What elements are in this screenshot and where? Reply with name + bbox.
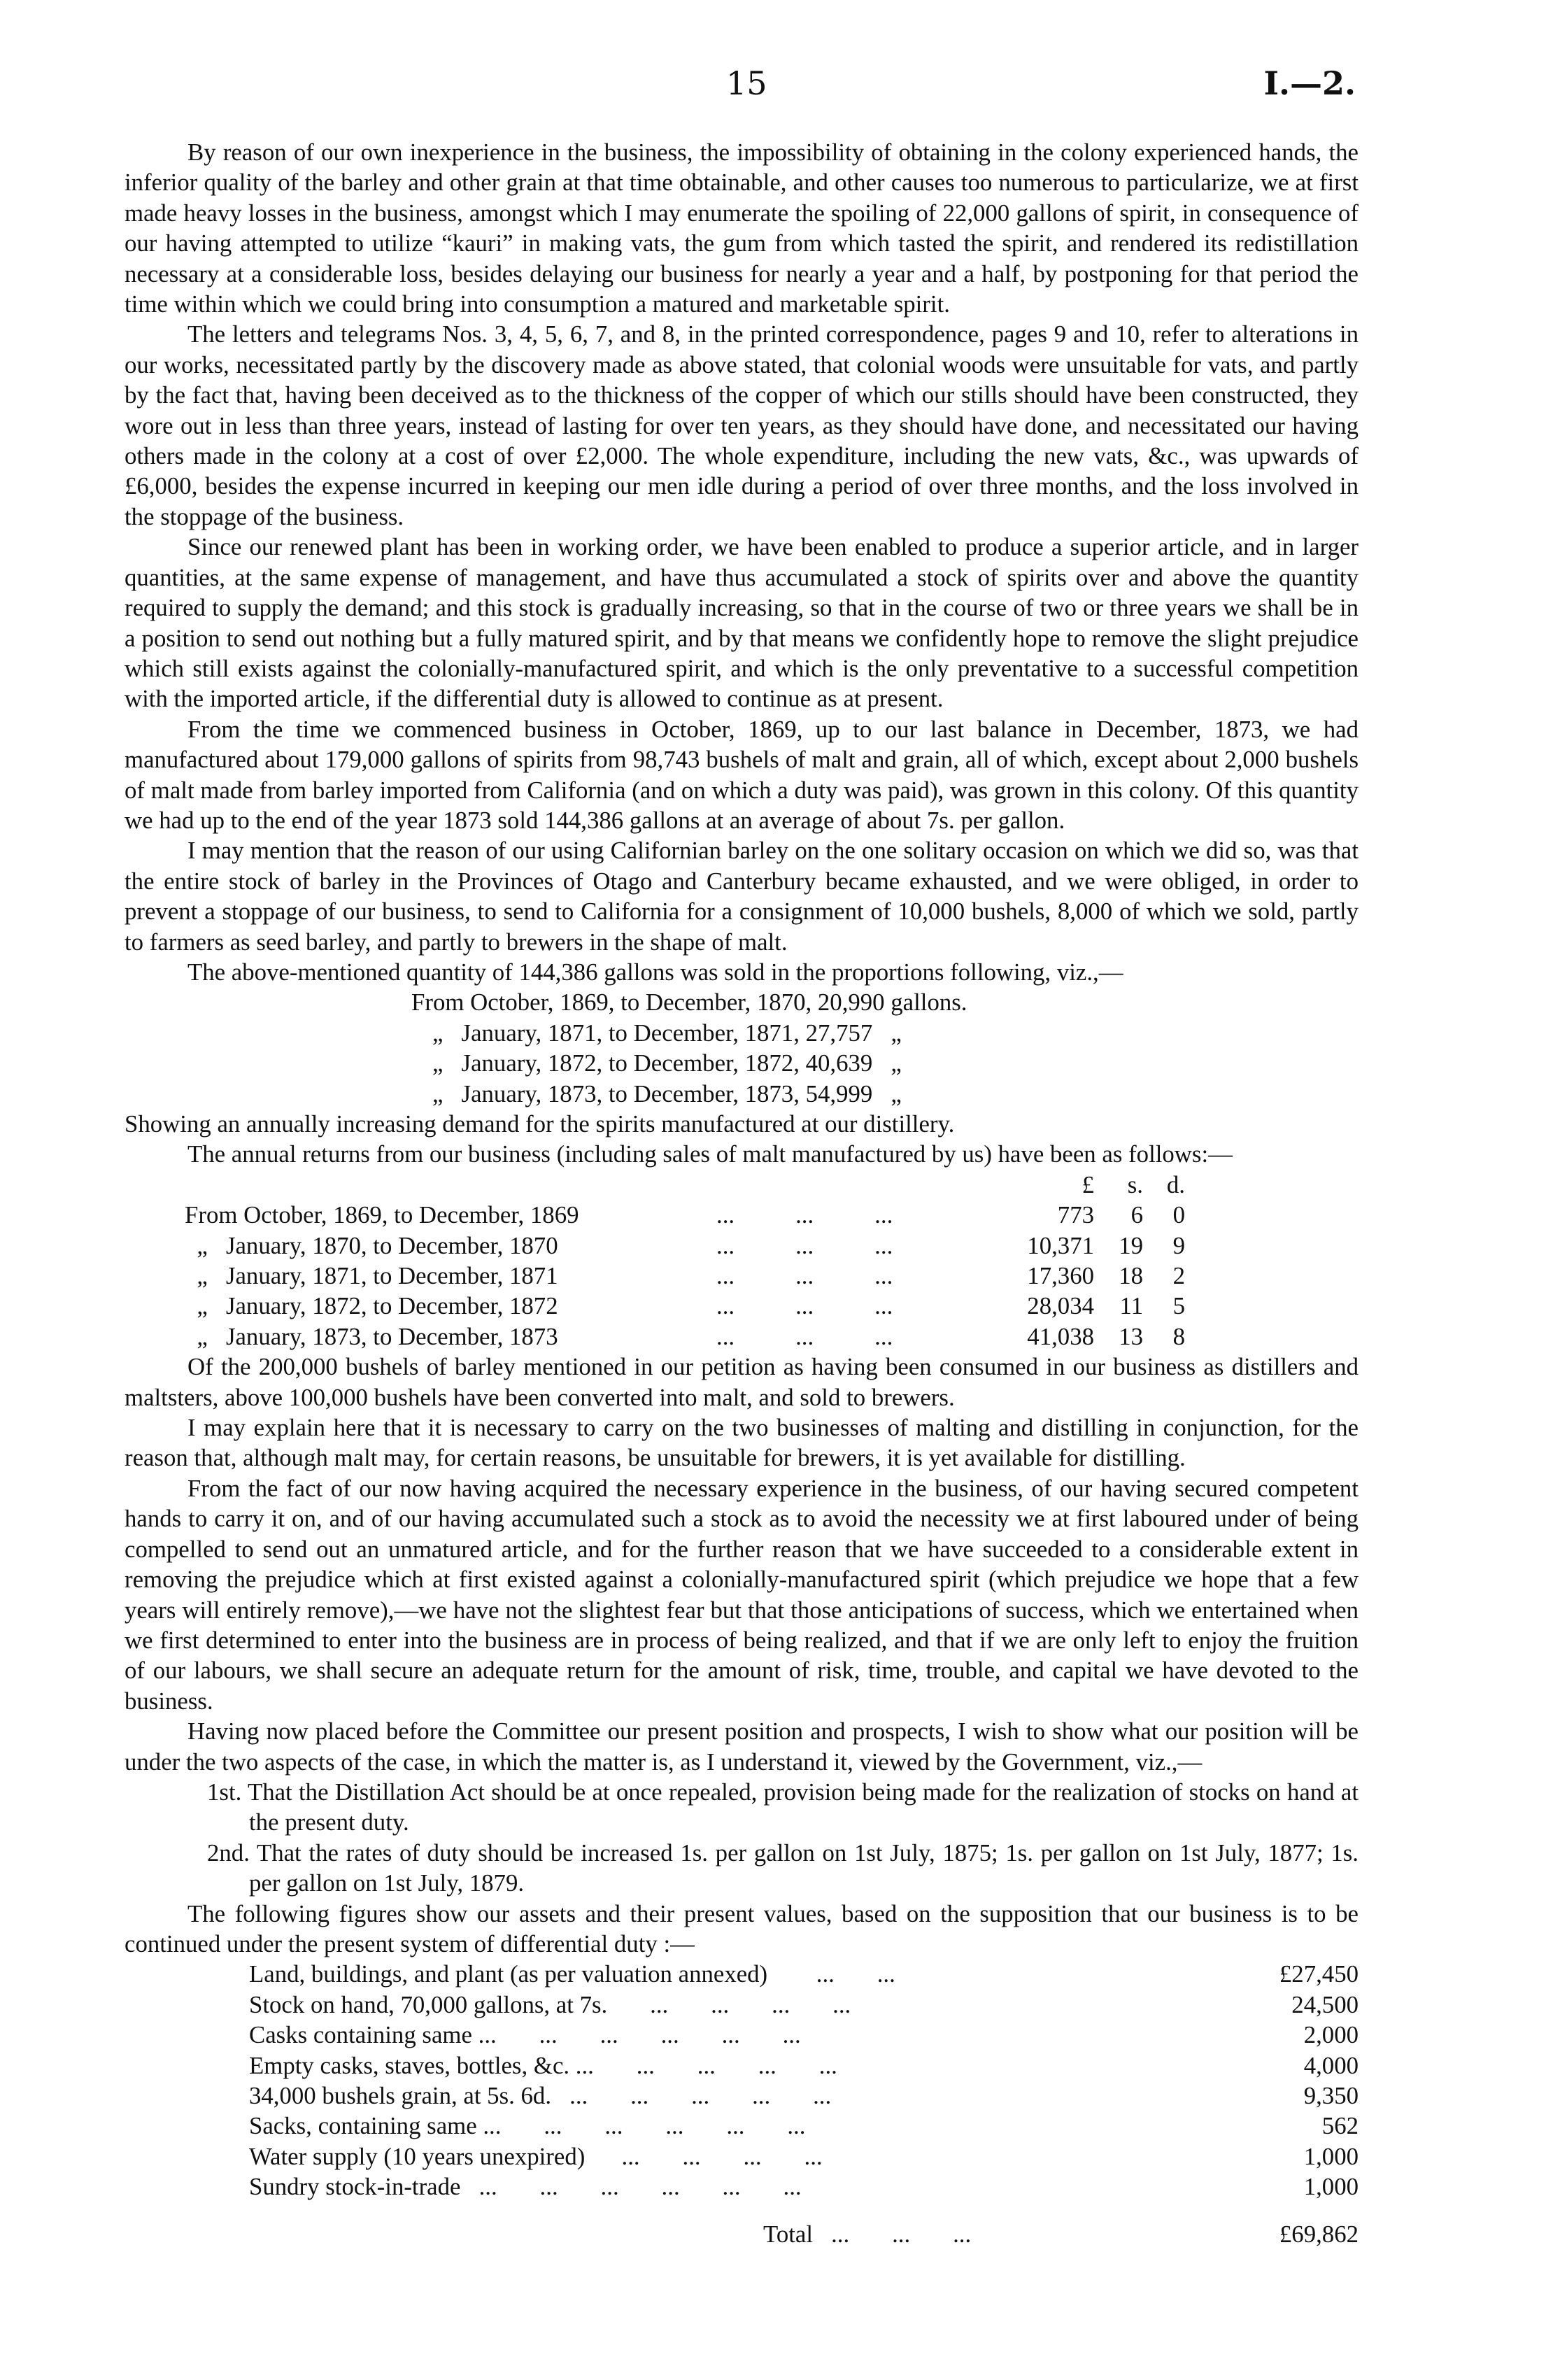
paragraph: The annual returns from our business (including sales of malt manufactured by us) have been as follows:— <box>187 1140 1233 1168</box>
asset-value: 4,000 <box>1303 2051 1359 2079</box>
table-row <box>249 2050 1359 2081</box>
asset-value: 1,000 <box>1303 2173 1359 2201</box>
period-cell: „ January, 1872, to December, 1872 <box>185 1292 558 1320</box>
asset-value: 2,000 <box>1303 2021 1359 2049</box>
asset-value: 562 <box>1321 2112 1359 2140</box>
asset-value: 24,500 <box>1291 1990 1359 2018</box>
pounds-cell: 17,360 <box>1027 1262 1094 1290</box>
period-cell: „ January, 1873, to December, 1873 <box>185 1322 558 1350</box>
proportion-line: „ January, 1871, to December, 1871, 27,757 „ <box>432 1019 902 1047</box>
period-cell: From October, 1869, to December, 1869 <box>185 1201 579 1229</box>
table-row <box>125 1322 1185 1352</box>
pence-header: d. <box>1166 1170 1185 1198</box>
leader-dots: ... ... ... <box>716 1292 893 1320</box>
shillings-cell: 13 <box>1119 1322 1143 1350</box>
paragraph: Having now placed before the Committee our present position and prospects, I wish to show what our position will be under the two aspects of the case, in which the matter is, as I understand it, viewed by the Government, viz.,— <box>125 1717 1359 1776</box>
asset-item: Land, buildings, and plant (as per valuation annexed) ... ... <box>249 1960 895 1988</box>
shillings-cell: 18 <box>1119 1262 1143 1290</box>
paragraph: By reason of our own inexperience in the business, the impossibility of obtaining in the colony experienced hands, the inferior quality of the barley and other grain at that time obtainable, and other causes too numerous to particularize, we at first made heavy losses in the business, amongst which I may enumerate the spoiling of 22,000 gallons of spirit, in consequence of our having attempted to utilize “kauri” in making vats, the gum from which tasted the spirit, and rendered its redistillation necessary at a considerable loss, besides delaying our business for nearly a year and a half, by postponing for that period the time within which we could bring into consumption a matured and marketable spirit. <box>125 139 1359 318</box>
table-row <box>249 2172 1359 2202</box>
paragraph: From the time we commenced business in October, 1869, up to our last balance in December, 1873, we had manufactured about 179,000 gallons of spirits from 98,743 bushels of malt and grain, all of which, except about 2,000 bushels of malt made from barley imported from California (and on which a duty was paid), was grown in this colony. Of this quantity we had up to the end of the year 1873 sold 144,386 gallons at an average of about 7s. per gallon. <box>125 715 1359 834</box>
pounds-cell: 773 <box>1057 1201 1094 1229</box>
asset-item: Casks containing same ... ... ... ... ... ... <box>249 2021 801 2049</box>
proportion-line: „ January, 1872, to December, 1872, 40,639 „ <box>432 1049 902 1077</box>
leader-dots: ... ... ... <box>716 1262 893 1290</box>
annual-returns-table <box>125 1170 1185 1352</box>
leader-dots: ... ... ... <box>716 1231 893 1259</box>
pounds-cell: 28,034 <box>1027 1292 1094 1320</box>
asset-item: Empty casks, staves, bottles, &c. ... ... ... ... ... <box>249 2051 837 2079</box>
paragraph: Since our renewed plant has been in working order, we have been enabled to produce a superior article, and in larger quantities, at the same expense of management, and have thus accumulated a stock of spirits over and above the quantity required to supply the demand; and this stock is gradually increasing, so that in the course of two or three years we shall be in a position to send out nothing but a fully matured spirit, and by that means we confidently hope to remove the slight prejudice which still exists against the colonially-manufactured spirit, and which is the only preventative to a successful competition with the imported article, if the differential duty is allowed to continue as at present. <box>125 533 1359 713</box>
returns-header-row <box>125 1170 1185 1200</box>
asset-item: Stock on hand, 70,000 gallons, at 7s. ... ... ... ... <box>249 1990 851 2018</box>
paragraph: The following figures show our assets and their present values, based on the supposition that our business is to be continued under the present system of differential duty :— <box>125 1899 1359 1957</box>
pence-cell: 9 <box>1172 1231 1185 1259</box>
pounds-header: £ <box>1082 1170 1094 1198</box>
document-reference: I.—2. <box>1263 64 1356 102</box>
shillings-cell: 19 <box>1119 1231 1143 1259</box>
pounds-cell: 41,038 <box>1027 1322 1094 1350</box>
total-row <box>249 2202 1359 2249</box>
paragraph: I may explain here that it is necessary to carry on the two businesses of malting and distilling in conjunction, for the reason that, although malt may, for certain reasons, be unsuitable for brewers, it is yet available for distilling. <box>125 1414 1359 1472</box>
table-row <box>249 2111 1359 2141</box>
table-row <box>125 1291 1185 1321</box>
asset-item: 34,000 bushels grain, at 5s. 6d. ... ... ... ... ... <box>249 2082 832 2109</box>
pence-cell: 5 <box>1172 1292 1185 1320</box>
leader-dots: ... ... ... <box>716 1201 893 1229</box>
shillings-cell: 11 <box>1119 1292 1143 1320</box>
table-row <box>249 1959 1359 1989</box>
table-row <box>125 1231 1185 1261</box>
period-cell: „ January, 1870, to December, 1870 <box>185 1231 558 1259</box>
asset-item: Water supply (10 years unexpired) ... ... ... ... <box>249 2142 823 2170</box>
aspect-item: 1st. That the Distillation Act should be at once repealed, provision being made for the realization of stocks on hand at the present duty. <box>207 1778 1359 1836</box>
paragraph: The above-mentioned quantity of 144,386 gallons was sold in the proportions following, viz.,— <box>187 958 1123 986</box>
asset-value: 1,000 <box>1303 2142 1359 2170</box>
assets-table <box>249 1959 1359 2249</box>
page-header <box>0 64 1553 106</box>
table-row <box>249 2081 1359 2111</box>
shillings-header: s. <box>1127 1170 1143 1198</box>
asset-item: Sacks, containing same ... ... ... ... ... ... <box>249 2112 806 2140</box>
pounds-cell: 10,371 <box>1027 1231 1094 1259</box>
paragraph: Showing an annually increasing demand for the spirits manufactured at our distillery. <box>125 1110 955 1138</box>
paragraph: Of the 200,000 bushels of barley mentioned in our petition as having been consumed in our business as distillers and maltsters, above 100,000 bushels have been converted into malt, and sold to brewers. <box>125 1353 1359 1411</box>
asset-value: £27,450 <box>1279 1960 1359 1988</box>
leader-dots: ... ... ... <box>716 1322 893 1350</box>
paragraph: The letters and telegrams Nos. 3, 4, 5, 6, 7, and 8, in the printed correspondence, pages 9 and 10, refer to alterations in our works, necessitated partly by the discovery made as above stated, that colonial woods were unsuitable for vats, and partly by the fact that, having been deceived as to the thickness of the copper of which our stills should have been constructed, they wore out in less than three years, instead of lasting for over ten years, as they should have done, and necessitated our having others made in the colony at a cost of over £2,000. The whole expenditure, including the new vats, &c., was upwards of £6,000, besides the expense incurred in keeping our men idle during a period of over three months, and the loss involved in the stoppage of the business. <box>125 320 1359 530</box>
page-number: 15 <box>726 64 767 102</box>
pence-cell: 8 <box>1172 1322 1185 1350</box>
pence-cell: 0 <box>1172 1201 1185 1229</box>
total-value: £69,862 <box>1279 2220 1359 2248</box>
body-text <box>125 137 1359 2249</box>
period-cell: „ January, 1871, to December, 1871 <box>185 1262 558 1290</box>
proportion-line: „ January, 1873, to December, 1873, 54,999 „ <box>432 1079 902 1107</box>
sales-proportions-list <box>125 987 1359 1109</box>
shillings-cell: 6 <box>1130 1201 1143 1229</box>
paragraph: From the fact of our now having acquired the necessary experience in the business, of our having secured competent hands to carry it on, and of our having accumulated such a stock as to avoid the necessity we at first laboured under of being compelled to send out an unmatured article, and for the further reason that we have succeeded to a considerable extent in removing the prejudice which at first existed against a colonially-manufactured spirit (which prejudice we hope that a few years will entirely remove),—we have not the slightest fear but that those anticipations of success, which we entertained when we first determined to enter into the business are in process of being realized, and that if we are only left to enjoy the fruition of our labours, we shall secure an adequate return for the amount of risk, time, trouble, and capital we have devoted to the business. <box>125 1474 1359 1715</box>
aspect-item: 2nd. That the rates of duty should be increased 1s. per gallon on 1st July, 1875; 1s. per gallon on 1st July, 1877; 1s. per gallon on 1st July, 1879. <box>207 1839 1359 1897</box>
table-row <box>249 2020 1359 2050</box>
asset-value: 9,350 <box>1303 2082 1359 2109</box>
table-row <box>249 1990 1359 2020</box>
table-row <box>125 1200 1185 1230</box>
total-label: Total ... ... ... <box>763 2220 972 2248</box>
table-row <box>125 1261 1185 1291</box>
pence-cell: 2 <box>1172 1262 1185 1290</box>
table-row <box>249 2141 1359 2172</box>
asset-item: Sundry stock-in-trade ... ... ... ... ... ... <box>249 2173 802 2201</box>
paragraph: I may mention that the reason of our using Californian barley on the one solitary occasion on which we did so, was that the entire stock of barley in the Provinces of Otago and Canterbury became exhausted, and we were obliged, in order to prevent a stoppage of our business, to send to California for a consignment of 10,000 bushels, 8,000 of which we sold, partly to farmers as seed barley, and partly to brewers in the shape of malt. <box>125 837 1359 956</box>
proportion-line: From October, 1869, to December, 1870, 20,990 gallons. <box>411 989 967 1017</box>
